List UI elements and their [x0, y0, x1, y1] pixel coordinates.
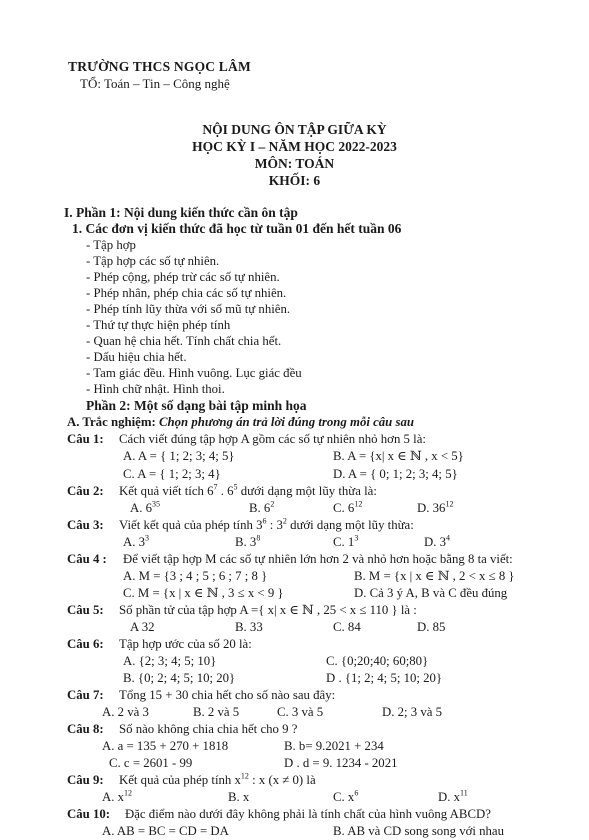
- question-label: Câu 3:: [67, 518, 104, 532]
- question-label: Câu 8:: [67, 722, 104, 736]
- option-b: B. b= 9.2021 + 234: [284, 739, 384, 753]
- topic-item: - Tập hợp các số tự nhiên.: [86, 254, 220, 268]
- part1-subheading: 1. Các đơn vị kiến thức đã học từ tuần 01 đến hết tuần 06: [72, 221, 402, 236]
- topic-item: - Tam giác đều. Hình vuông. Lục giác đều: [86, 366, 302, 380]
- question-label: Câu 9:: [67, 773, 104, 787]
- topic-item: - Hình chữ nhật. Hình thoi.: [86, 382, 225, 396]
- option-b: B. $6^2$: [249, 499, 275, 515]
- option-a: A 32: [130, 620, 155, 634]
- topic-item: - Phép nhân, phép chia các số tự nhiên.: [86, 286, 287, 300]
- question-8: [67, 722, 297, 737]
- option-b: B. 33: [235, 620, 263, 634]
- option-d: D . {1; 2; 4; 5; 10; 20}: [326, 671, 443, 685]
- option-c: C. c = 2601 - 99: [109, 756, 193, 770]
- option-b: B. A = {x| x ∈ ℕ , x < 5}: [333, 449, 464, 463]
- mc-instruction: Chọn phương án trả lời đúng trong mỗi câu sau: [158, 415, 414, 429]
- topic-item: - Tập hợp: [86, 238, 136, 252]
- topic-item: - Phép cộng, phép trừ các số tự nhiên.: [86, 270, 280, 284]
- mc-label: A. Trắc nghiệm:: [67, 415, 159, 429]
- option-d: D. A = { 0; 1; 2; 3; 4; 5}: [333, 467, 458, 481]
- doc-title-line2: HỌC KỲ I – NĂM HỌC 2022-2023: [192, 139, 397, 154]
- question-label: Câu 2:: [67, 484, 104, 498]
- option-a: A. AB = BC = CD = DA: [102, 824, 229, 838]
- option-d: D. Cả 3 ý A, B và C đều đúng: [354, 586, 508, 600]
- option-a: A. {2; 3; 4; 5; 10}: [123, 654, 217, 668]
- option-c: C. M = {x | x ∈ ℕ , 3 ≤ x < 9 }: [123, 586, 284, 600]
- question-3: Câu 3: Viết kết quả của phép tính $3^6$ : $3^2$ dưới dạng một lũy thừa:: [67, 516, 414, 532]
- question-label: Câu 5:: [67, 603, 104, 617]
- option-c: C. $6^{12}$: [333, 499, 363, 515]
- option-c: C. $x^6$: [333, 788, 359, 804]
- question-text: Tập hợp ước của số 20 là:: [119, 637, 252, 651]
- doc-title-line1: NỘI DUNG ÔN TẬP GIỮA KỲ: [202, 122, 387, 137]
- option-c: C. A = { 1; 2; 3; 4}: [123, 467, 221, 481]
- question-text: Cách viết đúng tập hợp A gồm các số tự nhiên nhỏ hơn 5 là:: [119, 432, 426, 446]
- doc-title-line3: MÔN: TOÁN: [254, 156, 335, 171]
- option-a: A. $x^{12}$: [102, 788, 133, 804]
- question-label: Câu 4 :: [67, 552, 107, 566]
- question-text: Số phần tử của tập hợp A ={ x| x ∈ ℕ , 25 < x ≤ 110 } là :: [119, 603, 417, 617]
- question-1: [67, 432, 426, 447]
- option-a: A. A = { 1; 2; 3; 4; 5}: [123, 449, 235, 463]
- question-label: Câu 7:: [67, 688, 104, 702]
- option-a: A. M = {3 ; 4 ; 5 ; 6 ; 7 ; 8 }: [123, 569, 268, 583]
- question-text: Tổng 15 + 30 chia hết cho số nào sau đây:: [119, 688, 336, 702]
- question-text: Để viết tập hợp M các số tự nhiên lớn hơn 2 và nhỏ hơn hoặc bằng 8 ta viết:: [123, 552, 513, 566]
- topic-item: - Quan hệ chia hết. Tính chất chia hết.: [86, 334, 282, 348]
- option-d: D. 85: [417, 620, 446, 634]
- option-d: D. $3^4$: [424, 533, 451, 549]
- option-d: D . d = 9. 1234 - 2021: [284, 756, 398, 770]
- question-5: [67, 603, 417, 618]
- question-text: Đặc điểm nào dưới đây không phải là tính chất của hình vuông ABCD?: [125, 807, 491, 821]
- part1-heading: I. Phần 1: Nội dung kiến thức cần ôn tập: [64, 205, 298, 220]
- topic-item: - Dấu hiệu chia hết.: [86, 350, 187, 364]
- option-b: B. M = {x | x ∈ ℕ , 2 < x ≤ 8 }: [354, 569, 515, 583]
- option-b: B. {0; 2; 4; 5; 10; 20}: [123, 671, 236, 685]
- school-name: TRƯỜNG THCS NGỌC LÂM: [68, 59, 251, 74]
- option-d: D. $36^{12}$: [417, 499, 454, 515]
- option-b: B. AB và CD song song với nhau: [333, 824, 505, 838]
- option-c: C. 84: [333, 620, 361, 634]
- question-9: Câu 9: Kết quả của phép tính $x^{12}$ : x (x ≠ 0) là: [67, 771, 316, 787]
- topic-item: - Phép tính lũy thừa với số mũ tự nhiên.: [86, 302, 291, 316]
- question-10: [67, 807, 491, 822]
- option-d: D. $x^{11}$: [438, 788, 468, 804]
- option-b: B. $3^8$: [235, 533, 261, 549]
- department-name: TỔ: Toán – Tin – Công nghệ: [80, 76, 230, 91]
- mc-heading: [67, 415, 414, 430]
- option-c: C. $1^3$: [333, 533, 359, 549]
- question-4: [67, 552, 513, 567]
- question-label: Câu 1:: [67, 432, 104, 446]
- option-a: A. 2 và 3: [102, 705, 149, 719]
- option-b: B. 2 và 5: [193, 705, 240, 719]
- question-7: [67, 688, 335, 703]
- option-a: A. $3^3$: [123, 533, 150, 549]
- option-d: D. 2; 3 và 5: [382, 705, 443, 719]
- question-text: Số nào không chia chia hết cho 9 ?: [119, 722, 298, 736]
- option-a: A. $6^{35}$: [130, 499, 161, 515]
- option-a: A. a = 135 + 270 + 1818: [102, 739, 229, 753]
- part2-heading: Phần 2: Một số dạng bài tập minh họa: [86, 398, 307, 413]
- question-label: Câu 10:: [67, 807, 111, 821]
- option-c: C. {0;20;40; 60;80}: [326, 654, 429, 668]
- topic-item: - Thứ tự thực hiện phép tính: [86, 318, 231, 332]
- option-c: C. 3 và 5: [277, 705, 324, 719]
- doc-title-line4: KHỐI: 6: [268, 173, 321, 188]
- question-2: Câu 2: Kết quả viết tích $6^7$ . $6^5$ dưới dạng một lũy thừa là:: [67, 482, 377, 498]
- question-label: Câu 6:: [67, 637, 104, 651]
- question-6: [67, 637, 252, 652]
- option-b: B. x: [228, 790, 250, 804]
